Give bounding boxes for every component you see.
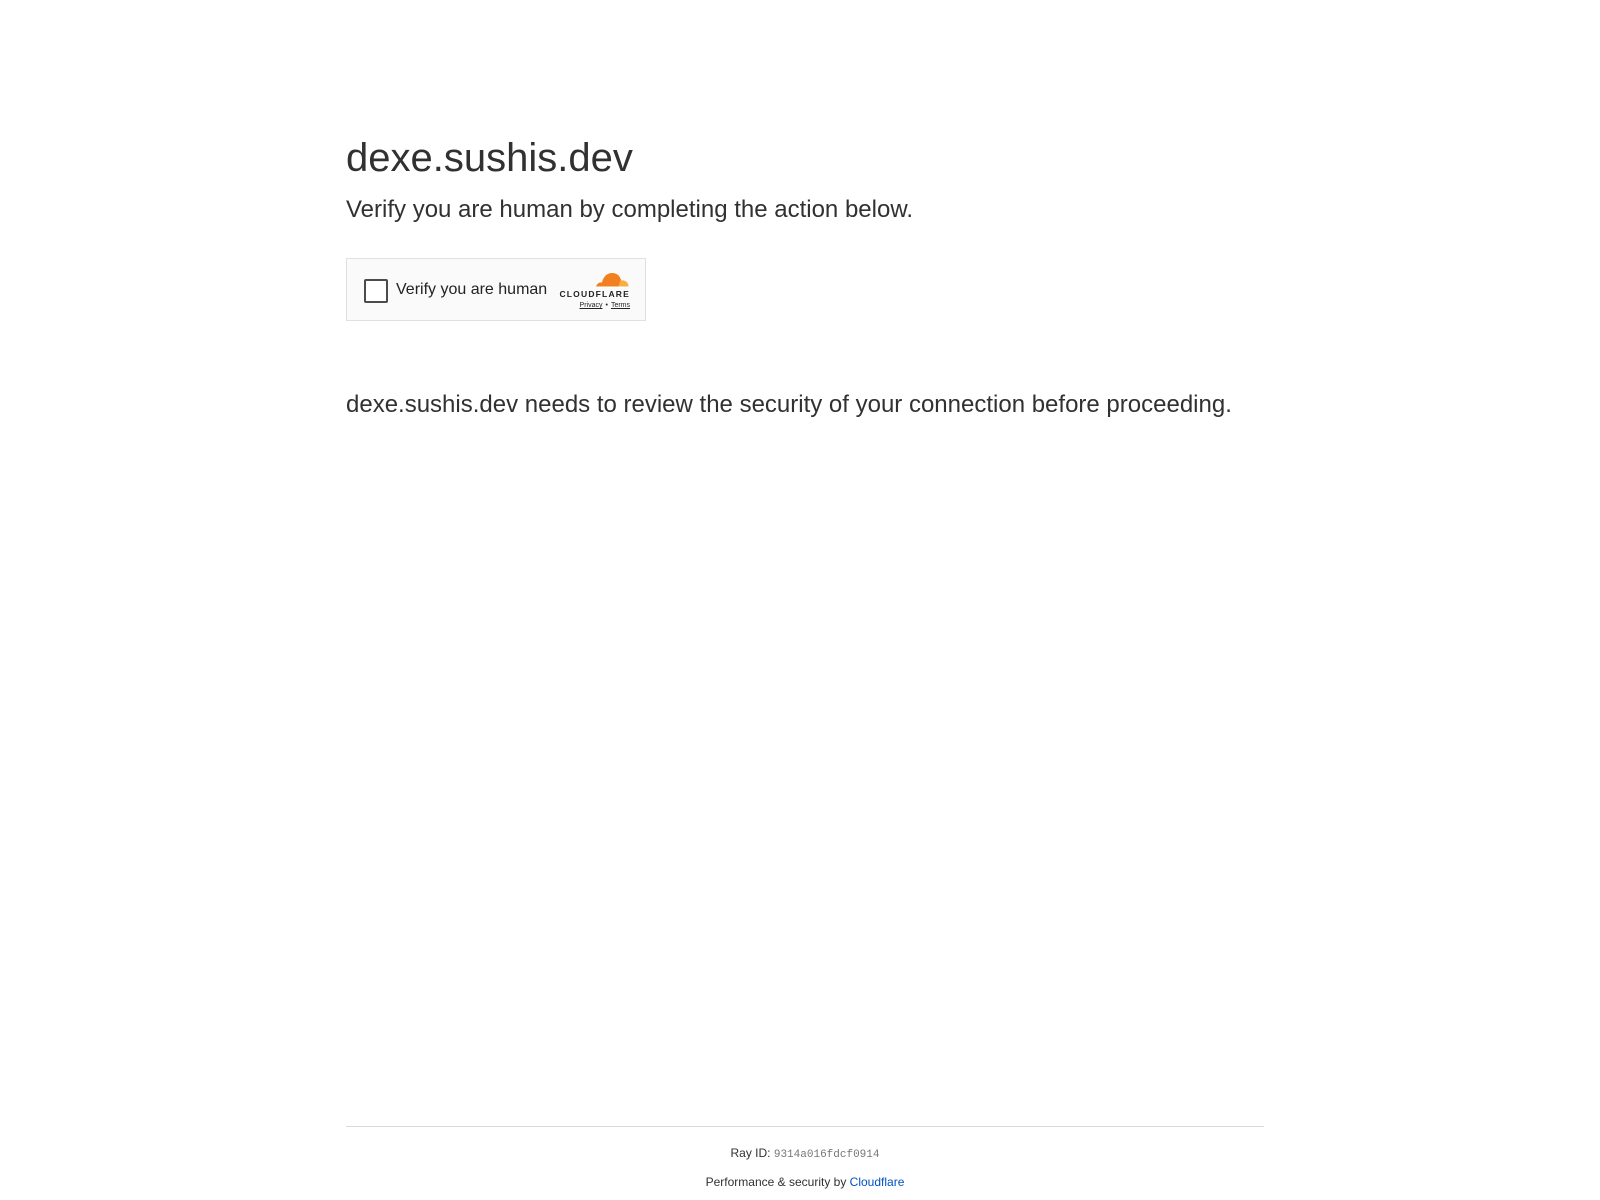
page-title: dexe.sushis.dev	[346, 136, 633, 180]
cloudflare-branding	[554, 269, 630, 313]
page-subtitle: Verify you are human by completing the action below.	[346, 196, 913, 223]
performance-credit	[346, 1174, 1264, 1190]
security-review-message: dexe.sushis.dev needs to review the security of your connection before proceeding.	[346, 391, 1232, 418]
link-separator: •	[605, 302, 608, 309]
turnstile-widget	[346, 258, 646, 321]
performance-text: Performance & security by	[705, 1175, 847, 1189]
footer	[346, 1126, 1264, 1190]
privacy-link[interactable]: Privacy	[579, 302, 603, 309]
ray-id	[346, 1145, 1264, 1163]
terms-link[interactable]: Terms	[610, 302, 630, 309]
ray-id-value: 9314a016fdcf0914	[773, 1149, 880, 1161]
cloudflare-link[interactable]: Cloudflare	[849, 1175, 905, 1189]
main-content	[346, 132, 1264, 418]
cloudflare-wordmark: CLOUDFLARE	[559, 289, 630, 299]
ray-id-label: Ray ID:	[730, 1146, 771, 1160]
cloudflare-cloud-icon	[592, 269, 630, 289]
verify-checkbox-label[interactable]: Verify you are human	[396, 281, 548, 298]
widget-links	[580, 302, 630, 309]
verify-checkbox[interactable]	[364, 279, 388, 303]
